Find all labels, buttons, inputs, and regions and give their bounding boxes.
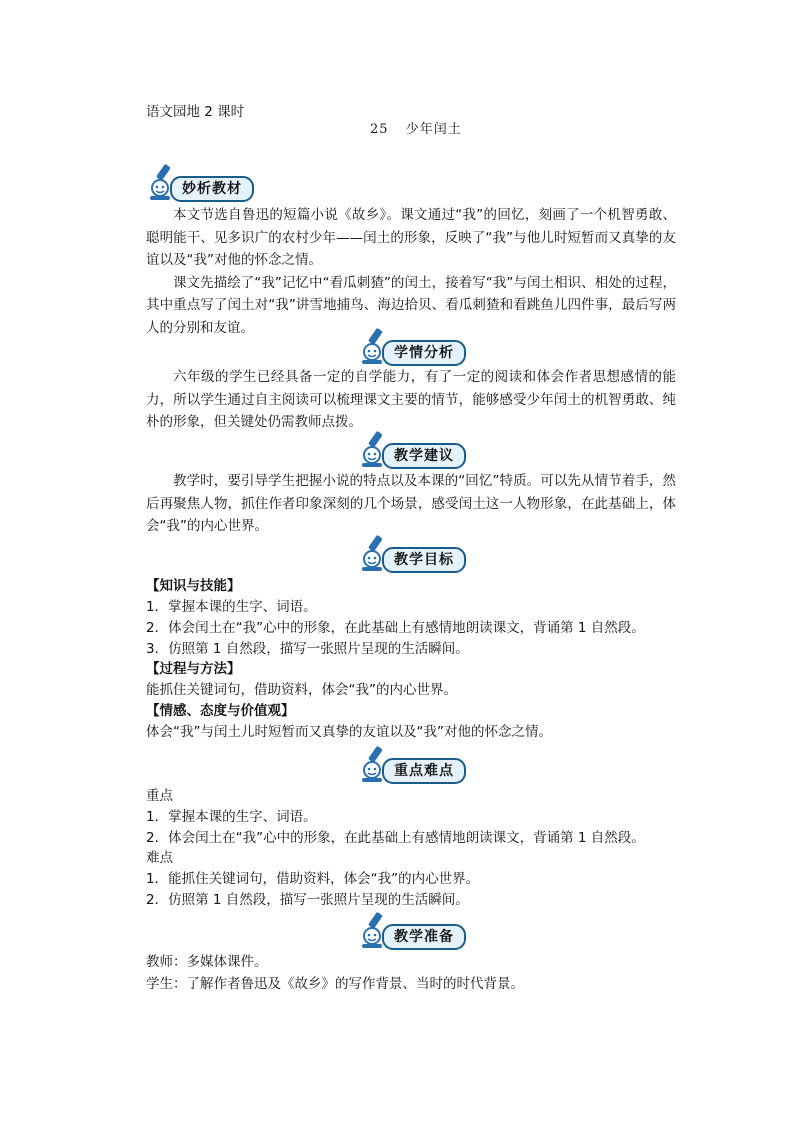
section-body-xueqing — [146, 366, 676, 434]
paragraph: 教学时，要引导学生把握小说的特点以及本课的“回忆”特质。可以先从情节着手，然后再聚焦人物，抓住作者印象深刻的几个场景，感受闰土这一人物形象，在此基础上，体会“我”的内心世界。 — [146, 473, 676, 534]
section-title: 重点难点 — [382, 758, 466, 784]
list-item: 3．仿照第 1 自然段，描写一张照片呈现的生活瞬间。 — [146, 641, 469, 657]
list-item: 学生：了解作者鲁迅及《故乡》的写作背景、当时的时代背景。 — [146, 976, 524, 992]
section-body-miaoxi — [146, 204, 676, 339]
list-item: 2．体会闰土在“我”心中的形象，在此基础上有感情地朗读课文，背诵第 1 自然段。 — [146, 620, 645, 636]
list-item: 能抓住关键词句，借助资料，体会“我”的内心世界。 — [146, 682, 457, 698]
lesson-title — [370, 118, 462, 137]
paragraph: 六年级的学生已经具备一定的自学能力，有了一定的阅读和体会作者思想感情的能力，所以学生通过自主阅读可以梳理课文主要的情节，能够感受少年闰土的机智勇敢、纯朴的形象，但关键处仍需教师点拨。 — [146, 369, 676, 430]
section-title: 教学准备 — [382, 924, 466, 950]
subheading: 难点 — [146, 850, 173, 866]
section-title: 教学目标 — [382, 547, 466, 573]
list-item: 2．体会闰土在“我”心中的形象，在此基础上有感情地朗读课文，背诵第 1 自然段。 — [146, 830, 645, 846]
list-item: 1．能抓住关键词句，借助资料，体会“我”的内心世界。 — [146, 871, 480, 887]
lesson-number: 25 — [370, 122, 389, 137]
section-title: 教学建议 — [382, 443, 466, 469]
paragraph: 本文节选自鲁迅的短篇小说《故乡》。课文通过“我”的回忆，刻画了一个机智勇敢、聪明能干、见多识广的农村少年——闰土的形象，反映了“我”与他儿时短暂而又真挚的友谊以及“我”对他的怀念之情。 — [146, 207, 676, 268]
subheading: 【过程与方法】 — [146, 661, 241, 677]
top-note: 语文园地 2 课时 — [146, 104, 245, 120]
list-item: 1．掌握本课的生字、词语。 — [146, 599, 317, 615]
lesson-name: 少年闰土 — [405, 122, 462, 137]
subheading: 【知识与技能】 — [146, 578, 241, 594]
list-item: 体会“我”与闰土儿时短暂而又真挚的友谊以及“我”对他的怀念之情。 — [146, 724, 552, 740]
section-title: 妙析教材 — [170, 176, 254, 202]
list-item: 教师：多媒体课件。 — [146, 954, 268, 970]
list-item: 2．仿照第 1 自然段，描写一张照片呈现的生活瞬间。 — [146, 892, 469, 908]
subheading: 【情感、态度与价值观】 — [146, 703, 295, 719]
paragraph: 课文先描绘了“我”记忆中“看瓜刺猹”的闰土，接着写“我”与闰土相识、相处的过程，其中重点写了闰土对“我”讲雪地捕鸟、海边拾贝、看瓜刺猹和看跳鱼儿四件事，最后写两人的分别和友谊。 — [146, 274, 676, 336]
subheading: 重点 — [146, 788, 173, 804]
list-item: 1．掌握本课的生字、词语。 — [146, 809, 317, 825]
section-title: 学情分析 — [382, 340, 466, 366]
section-body-jianyi — [146, 470, 676, 538]
